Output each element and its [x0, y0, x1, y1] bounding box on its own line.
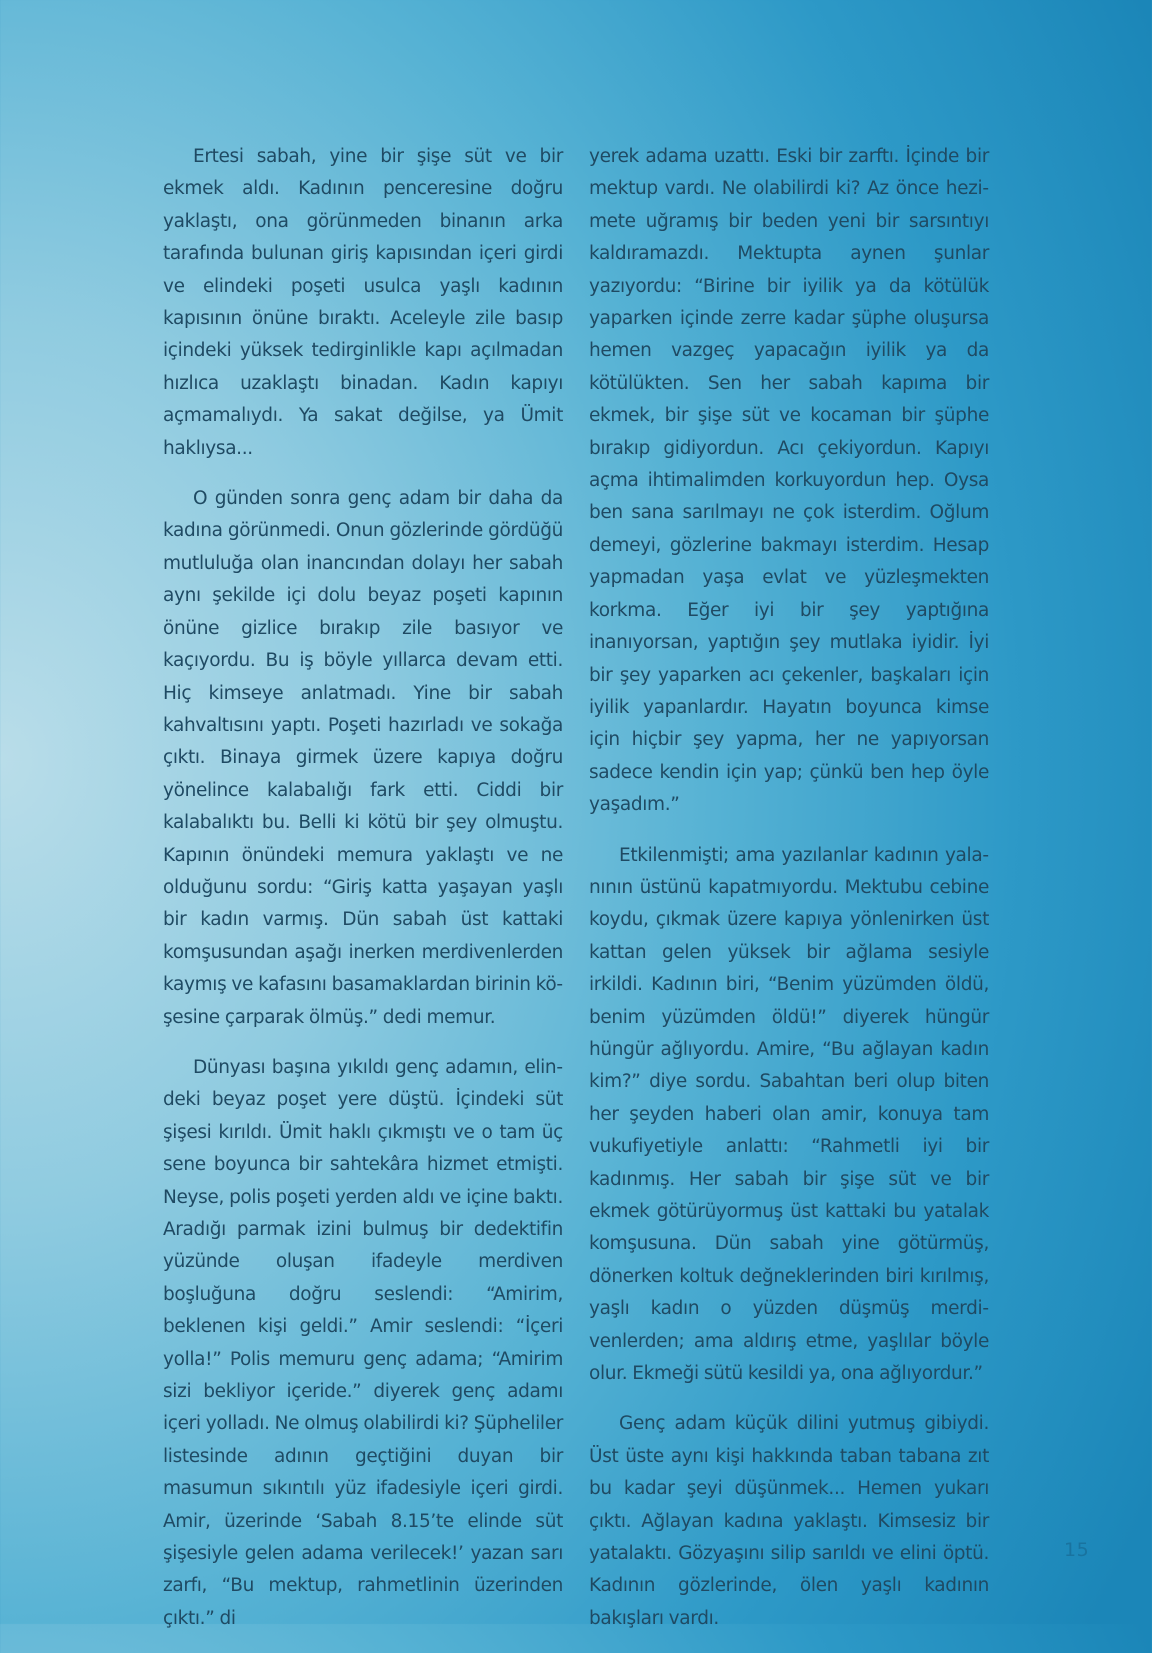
right-text-column [589, 141, 989, 1653]
paragraph: Etkilenmişti; ama yazılanlar kadının yalanının üstünü kapatmıyordu. Mektubu cebine koydu, çıkmak üzere kapıya yönlenirken üst kattan gelen yüksek bir ağlama sesiyle irkildi. Kadının biri, “Benim yüzümden öldü, benim yüzümden öldü!” diyerek hüngür hüngür ağlıyordu. Amire, “Bu ağlayan kadın kim?” diye sordu. Sabahtan beri olup biten her şeyden haberi olan amir, konuya tam vukufiyetiyle anlattı: “Rahmetli iyi bir kadınmış. Her sabah bir şişe süt ve bir ekmek götürüyormuş üst kattaki bu yatalak komşusuna. Dün sabah yine götürmüş, dönerken koltuk değneklerinden biri kırılmış, yaşlı kadın o yüzden düşmüş merdivenlerden; ama aldırış etme, yaşlılar böyle olur. Ekmeği sütü kesildi ya, ona ağlıyordur.” [589, 844, 989, 1385]
paragraph-continuation: yerek adama uzattı. Eski bir zarftı. İçinde bir mektup vardı. Ne olabilirdi ki? Az önce hezimete uğramış bir beden yeni bir sarsıntıyı kaldıramazdı. Mektupta aynen şunlar yazıyordu: “Birine bir iyilik ya da kötülük yaparken içinde zerre kadar şüphe oluşursa hemen vazgeç yapacağın iyilik ya da kötülükten. Sen her sabah kapıma bir ekmek, bir şişe süt ve kocaman bir şüphe bırakıp gidiyordun. Acı çekiyordun. Kapıyı açma ihtimalimden korkuyordun hep. Oysa ben sana sarılmayı ne çok isterdim. Oğlum demeyi, gözlerine bakmayı isterdim. Hesap yapmadan yaşa evlat ve yüzleşmekten korkma. Eğer iyi bir şey yaptığına inanıyorsan, yaptığın şey mutlaka iyidir. İyi bir şey yaparken acı çekenler, başkaları için iyilik yapanlardır. Hayatın boyunca kimse için hiçbir şey yapma, her ne yapıyorsan sadece kendin için yap; çünkü ben hep öyle yaşadım.” [589, 146, 989, 816]
paragraph: Ertesi sabah, yine bir şişe süt ve bir ekmek aldı. Kadının penceresine doğru yaklaştı, ona görünmeden binanın arka tarafında bulunan giriş kapısından içeri girdi ve elindeki poşeti usulca yaşlı kadının kapısının önüne bıraktı. Aceleyle zile basıp içindeki yüksek tedirginlikle kapı açılmadan hızlıca uzaklaştı binadan. Kadın kapıyı açmamalıydı. Ya sakat değilse, ya Ümit haklıysa... [163, 146, 563, 459]
paragraph: Genç adam küçük dilini yutmuş gibiydi. Üst üste aynı kişi hakkında taban tabana zıt bu kadar şeyi düşünmek... Hemen yukarı çıktı. Ağlayan kadına yaklaştı. Kimsesiz bir yatalaktı. Gözyaşını silip sarıldı ve elini öptü. Kadının gözlerinde, ölen yaşlı kadının bakışları vardı. [589, 1413, 989, 1629]
left-text-column [163, 141, 563, 1653]
page-number: 15 [1064, 1539, 1090, 1561]
paragraph: O günden sonra genç adam bir daha da kadına görünmedi. Onun gözlerinde gördüğü mutluluğa olan inancından dolayı her sabah aynı şekilde içi dolu beyaz poşeti kapının önüne gizlice bırakıp zile basıyor ve kaçıyordu. Bu iş böyle yıllarca devam etti. Hiç kimseye anlatmadı. Yine bir sabah kahvaltısını yaptı. Poşeti hazırladı ve sokağa çıktı. Binaya girmek üzere kapıya doğru yönelince kalabalığı fark etti. Ciddi bir kalabalıktı bu. Belli ki kötü bir şey olmuştu. Kapının önündeki memura yaklaştı ve ne olduğunu sordu: “Giriş katta yaşayan yaşlı bir kadın varmış. Dün sabah üst kattaki komşusundan aşağı inerken merdivenlerden kaymış ve kafasını basamaklardan birinin köşesine çarparak ölmüş.” dedi memur. [163, 488, 563, 1028]
paragraph: Dünyası başına yıkıldı genç adamın, elindeki beyaz poşet yere düştü. İçindeki süt şişesi kırıldı. Ümit haklı çıkmıştı ve o tam üç sene boyunca bir sahtekâra hizmet etmişti. Neyse, polis poşeti yerden aldı ve içine baktı. Aradığı parmak izini bulmuş bir dedektifin yüzünde oluşan ifadeyle merdiven boşluğuna doğru seslendi: “Amirim, beklenen kişi geldi.” Amir seslendi: “İçeri yolla!” Polis memuru genç adama; “Amirim sizi bekliyor içeride.” diyerek genç adamı içeri yolladı. Ne olmuş olabilirdi ki? Şüpheliler listesinde adının geçtiğini duyan bir masumun sıkıntılı yüz ifadesiyle içeri girdi. Amir, üzerinde ‘Sabah 8.15’te elinde süt şişesiyle gelen adama verilecek!’ yazan sarı zarfı, “Bu mektup, rahmetlinin üzerinden çıktı.” di [163, 1056, 563, 1629]
